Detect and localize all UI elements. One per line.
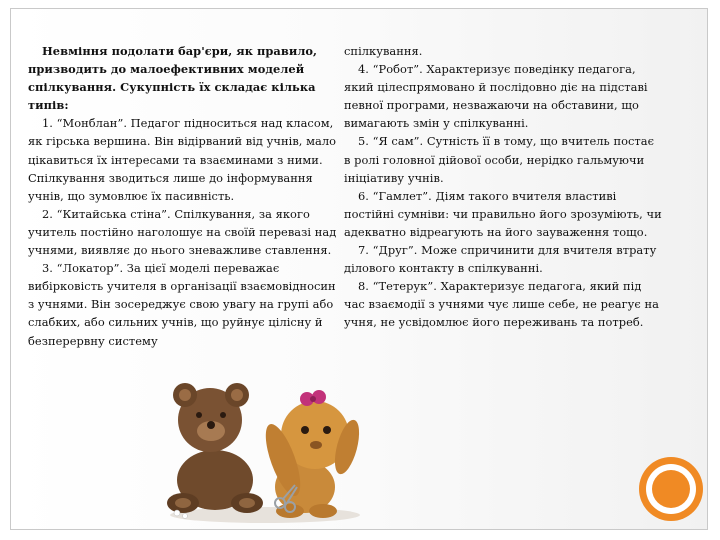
right-column [344, 42, 662, 332]
golden-rabbit-figure [259, 390, 364, 518]
brown-bear-figure [167, 383, 263, 513]
model-chinese-wall: 2. “Китайська стіна”. Спілкування, за якого учитель постійно наголошує на своїй перевазі над учнями, виявляє до нього зневажливе ставлення. [28, 206, 337, 258]
model-myself: 5. “Я сам”. Сутність її в тому, що вчитель постає в ролі головної дійової особи, нерідко гальмуючи ініціативу учнів. [344, 134, 655, 185]
model-monblan: 1. “Монблан”. Педагог підноситься над класом, як гірська вершина. Він відірваний від учнів, мало цікавиться їх інтересами та взаєминами з ними. Спілкування зводиться лише до інформування учнів, що зумовлює їх пасивність. [28, 116, 337, 203]
orange-circle-decoration [637, 455, 705, 523]
model-hamlet: 6. “Гамлет”. Діям такого вчителя властиві постійні сумніви: чи правильно його зрозуміють, чи адекватно відреагують на його зауваження тощо. [344, 188, 662, 239]
model-teterуk: 8. “Тетерук”. Характеризує педагога, який під час взаємодії з учнями чує лише себе, не реагує на учня, не усвідомлює його переживань та потреб. [344, 279, 659, 330]
intro-paragraph: Невміння подолати бар'єри, як правило, призводить до малоефективних моделей спілкування. Сукупність їх складає кілька типів: [28, 44, 318, 113]
left-column [28, 42, 340, 350]
continuation-text: спілкування. [344, 44, 423, 58]
teddy-bear-illustration [155, 375, 365, 525]
model-locator: 3. “Локатор”. За цієї моделі переважає вибірковість учителя в організації взаємовідносин з учнями. Він зосереджує свою увагу на групі або слабких, або сильних учнів, що руйнує цілісну й безперервну систему [28, 261, 336, 348]
model-friend: 7. “Друг”. Може спричинити для вчителя втрату ділового контакту в спілкуванні. [344, 243, 657, 276]
model-robot: 4. “Робот”. Характеризує поведінку педагога, який цілеспрямовано й послідовно діє на підставі певної програми, незважаючи на обставини, що вимагають змін у спілкуванні. [344, 62, 648, 131]
